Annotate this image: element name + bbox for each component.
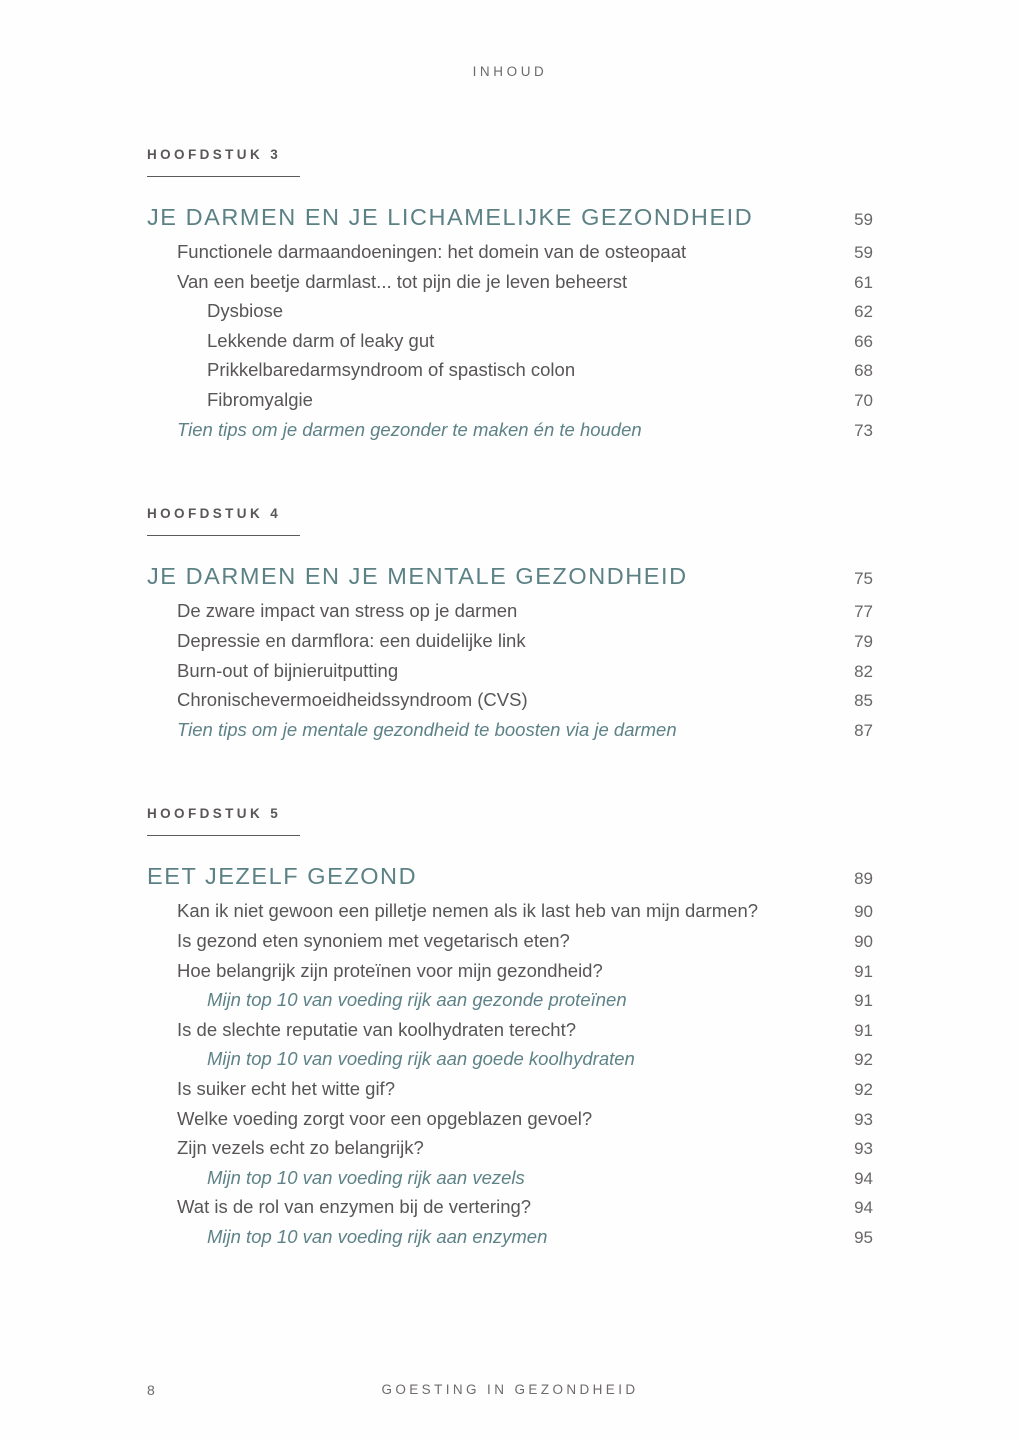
toc-entry-label: Van een beetje darmlast... tot pijn die je leven beheerst [177, 270, 628, 292]
toc-entry-page-number: 66 [854, 331, 873, 351]
toc-entry-label: Lekkende darm of leaky gut [207, 329, 435, 351]
toc-entry-page-number: 79 [854, 631, 873, 651]
toc-entry-page-number: 92 [854, 1079, 873, 1099]
toc-entry[interactable] [147, 959, 873, 989]
toc-entry[interactable] [147, 599, 873, 629]
toc-entry-label: Fibromyalgie [207, 389, 313, 411]
toc-entry-page-number: 73 [854, 420, 873, 440]
toc-entry[interactable] [147, 659, 873, 689]
running-head: INHOUD [472, 64, 548, 79]
toc-entry[interactable] [147, 1136, 873, 1166]
toc-entry-label: Hoe belangrijk zijn proteïnen voor mijn gezondheid? [177, 959, 603, 981]
toc-entry-label: Welke voeding zorgt voor een opgeblazen gevoel? [177, 1107, 593, 1129]
toc-entry-label: Zijn vezels echt zo belangrijk? [177, 1137, 424, 1159]
toc-entry-label: Mijn top 10 van voeding rijk aan goede koolhydraten [207, 1048, 635, 1070]
toc-entry-page-number: 92 [854, 1050, 873, 1070]
toc-entry[interactable] [147, 1018, 873, 1048]
toc-entry[interactable] [147, 270, 873, 300]
chapter-page-number: 89 [854, 869, 873, 889]
chapter-title: JE DARMEN EN JE MENTALE GEZONDHEID [147, 563, 688, 590]
toc-entry-page-number: 61 [854, 272, 873, 292]
chapter-label: HOOFDSTUK 3 [147, 147, 282, 162]
chapter-entry-list [147, 599, 873, 747]
toc-entry-page-number: 93 [854, 1109, 873, 1129]
toc-entry[interactable] [147, 1166, 873, 1196]
toc-entry-label: Depressie en darmflora: een duidelijke link [177, 629, 526, 651]
chapter-page-number: 75 [854, 569, 873, 589]
toc-entry-page-number: 87 [854, 720, 873, 740]
toc-entry-page-number: 91 [854, 991, 873, 1011]
toc-entry-page-number: 59 [854, 243, 873, 263]
toc-entry-label: Functionele darmaandoeningen: het domein van de osteopaat [177, 241, 687, 263]
chapter-title-row[interactable] [147, 563, 873, 590]
toc-entry-page-number: 85 [854, 691, 873, 711]
toc-entry-label: Is de slechte reputatie van koolhydraten terecht? [177, 1018, 577, 1040]
toc-entry[interactable] [147, 1077, 873, 1107]
toc-entry[interactable] [147, 388, 873, 418]
toc-entry-page-number: 94 [854, 1168, 873, 1188]
toc-entry-label: Tien tips om je mentale gezondheid te boosten via je darmen [177, 718, 677, 740]
toc-entry-page-number: 95 [854, 1227, 873, 1247]
toc-entry-page-number: 77 [854, 602, 873, 622]
toc-entry[interactable] [147, 1107, 873, 1137]
chapter-title-row[interactable] [147, 863, 873, 890]
footer-book-title: GOESTING IN GEZONDHEID [381, 1382, 639, 1397]
toc-entry[interactable] [147, 299, 873, 329]
toc-entry-page-number: 70 [854, 391, 873, 411]
toc-entry-page-number: 94 [854, 1198, 873, 1218]
toc-entry-page-number: 93 [854, 1139, 873, 1159]
toc-entry-label: Burn-out of bijnieruitputting [177, 659, 399, 681]
toc-entry[interactable] [147, 629, 873, 659]
toc-entry-label: Mijn top 10 van voeding rijk aan vezels [207, 1166, 525, 1188]
chapter-title: EET JEZELF GEZOND [147, 863, 418, 890]
chapter-block [147, 807, 873, 1254]
folio-page-number: 8 [147, 1382, 155, 1398]
toc-entry-page-number: 90 [854, 932, 873, 951]
toc-entry[interactable] [147, 418, 873, 448]
chapter-title: JE DARMEN EN JE LICHAMELIJKE GEZONDHEID [147, 204, 754, 231]
toc-entry-page-number: 68 [854, 361, 873, 381]
toc-entry-page-number: 90 [854, 902, 873, 922]
chapter-rule-divider [147, 176, 300, 178]
toc-entry[interactable] [147, 358, 873, 388]
toc-entry[interactable] [147, 1225, 873, 1255]
toc-entry[interactable] [147, 240, 873, 270]
toc-entry[interactable] [147, 688, 873, 718]
chapter-entry-list [147, 240, 873, 447]
toc-entry-label: Prikkelbaredarmsyndroom of spastisch colon [207, 359, 576, 381]
chapter-title-row[interactable] [147, 204, 873, 231]
chapter-label: HOOFDSTUK 5 [147, 806, 282, 822]
toc-entry-page-number: 91 [854, 1020, 873, 1040]
page-footer [0, 1360, 1020, 1440]
toc-entry-label: Is suiker echt het witte gif? [177, 1077, 395, 1099]
toc-content [147, 148, 873, 1255]
toc-entry-label: Wat is de rol van enzymen bij de vertering? [177, 1196, 532, 1218]
toc-entry-label: Chronischevermoeidheidssyndroom (CVS) [177, 689, 528, 711]
toc-entry-label: Mijn top 10 van voeding rijk aan gezonde proteïnen [207, 989, 627, 1011]
chapter-block [147, 507, 873, 747]
chapter-rule-divider [147, 835, 300, 837]
toc-entry-label: Tien tips om je darmen gezonder te maken én te houden [177, 418, 642, 440]
toc-entry-page-number: 62 [854, 302, 873, 322]
toc-entry-label: Kan ik niet gewoon een pilletje nemen als ik last heb van mijn darmen? [177, 900, 759, 922]
chapter-label: HOOFDSTUK 4 [147, 506, 282, 522]
toc-entry-label: Dysbiose [207, 300, 284, 322]
toc-entry[interactable] [147, 1047, 873, 1077]
toc-entry-label: Mijn top 10 van voeding rijk aan enzymen [207, 1225, 548, 1247]
toc-entry-label: De zware impact van stress op je darmen [177, 600, 518, 622]
toc-entry[interactable] [147, 988, 873, 1018]
chapter-page-number: 59 [854, 210, 873, 230]
chapter-block [147, 148, 873, 447]
chapter-entry-list [147, 899, 873, 1254]
toc-entry-page-number: 82 [854, 661, 873, 681]
toc-entry[interactable] [147, 929, 873, 959]
toc-entry-page-number: 91 [854, 961, 873, 981]
toc-entry[interactable] [147, 329, 873, 359]
toc-entry[interactable] [147, 899, 873, 929]
toc-entry[interactable] [147, 718, 873, 748]
chapter-rule-divider [147, 535, 300, 537]
toc-entry[interactable] [147, 1195, 873, 1225]
toc-entry-label: Is gezond eten synoniem met vegetarisch eten? [177, 930, 570, 951]
